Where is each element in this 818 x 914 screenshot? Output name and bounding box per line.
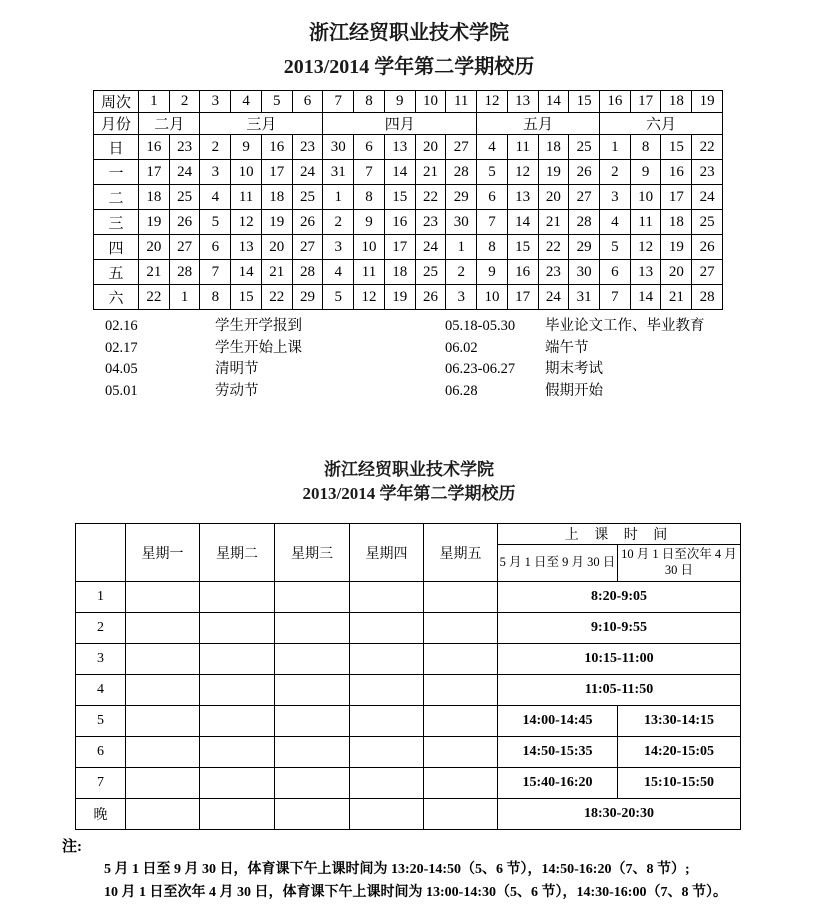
calendar-date-cell: 28: [569, 210, 600, 235]
class-time-value: 18:30-20:30: [498, 799, 741, 830]
calendar-date-cell: 6: [200, 235, 231, 260]
calendar-date-cell: 24: [538, 285, 569, 310]
calendar-date-cell: 29: [292, 285, 323, 310]
calendar-date-cell: 22: [139, 285, 170, 310]
period-number: 2: [76, 613, 126, 644]
event-date: 05.01: [105, 382, 138, 399]
weekday-label: 五: [94, 260, 139, 285]
calendar-date-cell: 11: [231, 185, 262, 210]
class-time-value: 8:20-9:05: [498, 582, 741, 613]
empty-schedule-cell: [424, 737, 498, 768]
week-number-cell: 18: [661, 91, 692, 113]
event-description: 期末考试: [545, 361, 603, 377]
calendar-date-cell: 1: [446, 235, 477, 260]
calendar-date-cell: 10: [630, 185, 661, 210]
page-title-school-name: 浙江经贸职业技术学院: [309, 22, 509, 44]
calendar-date-cell: 25: [692, 210, 723, 235]
empty-schedule-cell: [424, 582, 498, 613]
event-description: 劳动节: [215, 382, 259, 399]
empty-schedule-cell: [200, 737, 275, 768]
calendar-date-cell: 19: [538, 160, 569, 185]
week-number-cell: 12: [477, 91, 508, 113]
schedule-title-school-name: 浙江经贸职业技术学院: [324, 460, 494, 479]
calendar-date-cell: 19: [384, 285, 415, 310]
calendar-date-cell: 13: [630, 260, 661, 285]
calendar-date-cell: 5: [200, 210, 231, 235]
calendar-date-cell: 30: [446, 210, 477, 235]
period-column-header: [76, 524, 126, 582]
week-number-cell: 14: [538, 91, 569, 113]
class-time-value-winter: 14:20-15:05: [618, 737, 741, 768]
class-time-value-winter: 15:10-15:50: [618, 768, 741, 799]
calendar-date-cell: 24: [169, 160, 200, 185]
empty-schedule-cell: [200, 706, 275, 737]
week-number-cell: 3: [200, 91, 231, 113]
calendar-date-cell: 1: [600, 135, 631, 160]
empty-schedule-cell: [275, 706, 350, 737]
calendar-day-row: [94, 210, 723, 235]
calendar-day-row: [94, 235, 723, 260]
calendar-date-cell: 18: [139, 185, 170, 210]
calendar-date-cell: 5: [600, 235, 631, 260]
empty-schedule-cell: [126, 799, 200, 830]
empty-schedule-cell: [350, 768, 424, 799]
calendar-date-cell: 28: [169, 260, 200, 285]
period-number: 7: [76, 768, 126, 799]
class-time-header: 上 课 时 间: [498, 524, 741, 545]
calendar-date-cell: 12: [630, 235, 661, 260]
class-time-value-summer: 15:40-16:20: [498, 768, 618, 799]
calendar-date-cell: 18: [384, 260, 415, 285]
weekday-label: 一: [94, 160, 139, 185]
empty-schedule-cell: [424, 799, 498, 830]
empty-schedule-cell: [424, 644, 498, 675]
empty-schedule-cell: [126, 768, 200, 799]
calendar-date-cell: 19: [261, 210, 292, 235]
calendar-date-cell: 29: [446, 185, 477, 210]
calendar-date-cell: 2: [200, 135, 231, 160]
event-date: 06.02: [445, 339, 478, 356]
calendar-date-cell: 12: [354, 285, 385, 310]
calendar-date-cell: 28: [292, 260, 323, 285]
week-header-label: 周次: [94, 91, 139, 113]
calendar-date-cell: 10: [354, 235, 385, 260]
week-number-cell: 6: [292, 91, 323, 113]
calendar-date-cell: 3: [446, 285, 477, 310]
empty-schedule-cell: [424, 675, 498, 706]
calendar-date-cell: 20: [139, 235, 170, 260]
calendar-date-cell: 23: [292, 135, 323, 160]
calendar-day-row: [94, 185, 723, 210]
calendar-date-cell: 15: [507, 235, 538, 260]
schedule-row: [76, 582, 741, 613]
calendar-date-cell: 22: [538, 235, 569, 260]
calendar-date-cell: 8: [354, 185, 385, 210]
period2-range-header: 10 月 1 日至次年 4 月 30 日: [618, 545, 741, 582]
calendar-date-cell: 11: [507, 135, 538, 160]
calendar-date-cell: 24: [292, 160, 323, 185]
event-description: 学生开学报到: [215, 318, 302, 334]
period-number: 晚: [76, 799, 126, 830]
empty-schedule-cell: [275, 675, 350, 706]
month-name-cell: 五月: [477, 113, 600, 135]
calendar-date-cell: 12: [507, 160, 538, 185]
calendar-date-cell: 25: [569, 135, 600, 160]
schedule-row: [76, 706, 741, 737]
period-number: 4: [76, 675, 126, 706]
week-number-cell: 8: [354, 91, 385, 113]
month-name-cell: 二月: [139, 113, 200, 135]
calendar-date-cell: 16: [384, 210, 415, 235]
calendar-date-cell: 15: [384, 185, 415, 210]
calendar-date-cell: 22: [261, 285, 292, 310]
weekday-header: 星期一: [126, 524, 200, 582]
empty-schedule-cell: [350, 582, 424, 613]
weekday-label: 三: [94, 210, 139, 235]
event-row: [105, 338, 765, 360]
calendar-date-cell: 27: [692, 260, 723, 285]
empty-schedule-cell: [350, 675, 424, 706]
calendar-date-cell: 14: [384, 160, 415, 185]
class-time-value: 10:15-11:00: [498, 644, 741, 675]
calendar-date-cell: 21: [415, 160, 446, 185]
calendar-date-cell: 28: [692, 285, 723, 310]
empty-schedule-cell: [126, 582, 200, 613]
calendar-date-cell: 3: [200, 160, 231, 185]
empty-schedule-cell: [424, 706, 498, 737]
calendar-date-cell: 27: [446, 135, 477, 160]
event-description: 假期开始: [545, 382, 603, 399]
schedule-row: [76, 675, 741, 706]
empty-schedule-cell: [126, 706, 200, 737]
week-number-cell: 5: [261, 91, 292, 113]
period-number: 3: [76, 644, 126, 675]
calendar-date-cell: 20: [661, 260, 692, 285]
calendar-date-cell: 1: [169, 285, 200, 310]
schedule-header-row: [76, 524, 741, 545]
calendar-date-cell: 13: [507, 185, 538, 210]
week-number-cell: 2: [169, 91, 200, 113]
calendar-date-cell: 7: [354, 160, 385, 185]
empty-schedule-cell: [424, 768, 498, 799]
calendar-date-cell: 14: [507, 210, 538, 235]
schedule-row: [76, 768, 741, 799]
calendar-date-cell: 15: [231, 285, 262, 310]
weekday-label: 二: [94, 185, 139, 210]
calendar-date-cell: 16: [661, 160, 692, 185]
period-number: 5: [76, 706, 126, 737]
calendar-date-cell: 6: [477, 185, 508, 210]
event-date: 06.23-06.27: [445, 361, 516, 377]
event-description: 学生开始上课: [215, 339, 302, 356]
calendar-date-cell: 25: [415, 260, 446, 285]
schedule-row: [76, 799, 741, 830]
calendar-date-cell: 6: [354, 135, 385, 160]
empty-schedule-cell: [275, 768, 350, 799]
week-number-cell: 15: [569, 91, 600, 113]
empty-schedule-cell: [350, 644, 424, 675]
class-time-value-winter: 13:30-14:15: [618, 706, 741, 737]
page-title-semester: 2013/2014 学年第二学期校历: [283, 56, 535, 78]
event-description: 清明节: [215, 361, 259, 377]
week-number-cell: 16: [600, 91, 631, 113]
calendar-date-cell: 9: [231, 135, 262, 160]
empty-schedule-cell: [200, 613, 275, 644]
calendar-date-cell: 20: [415, 135, 446, 160]
calendar-date-cell: 6: [600, 260, 631, 285]
event-row: [105, 316, 765, 338]
class-time-value: 11:05-11:50: [498, 675, 741, 706]
empty-schedule-cell: [126, 737, 200, 768]
calendar-date-cell: 9: [477, 260, 508, 285]
calendar-date-cell: 4: [600, 210, 631, 235]
calendar-date-cell: 31: [569, 285, 600, 310]
week-number-cell: 11: [446, 91, 477, 113]
academic-calendar-table: [93, 90, 723, 310]
calendar-date-cell: 4: [323, 260, 354, 285]
weekday-label: 四: [94, 235, 139, 260]
weekday-label: 六: [94, 285, 139, 310]
calendar-date-cell: 13: [231, 235, 262, 260]
calendar-date-cell: 23: [692, 160, 723, 185]
empty-schedule-cell: [200, 799, 275, 830]
event-description: 毕业论文工作、毕业教育: [545, 318, 705, 334]
class-time-value: 9:10-9:55: [498, 613, 741, 644]
calendar-date-cell: 3: [323, 235, 354, 260]
calendar-date-cell: 5: [323, 285, 354, 310]
empty-schedule-cell: [126, 644, 200, 675]
key-dates-list: [105, 316, 765, 402]
calendar-date-cell: 16: [261, 135, 292, 160]
class-time-value-summer: 14:50-15:35: [498, 737, 618, 768]
empty-schedule-cell: [126, 613, 200, 644]
schedule-row: [76, 644, 741, 675]
calendar-date-cell: 23: [538, 260, 569, 285]
calendar-date-cell: 9: [630, 160, 661, 185]
calendar-day-row: [94, 135, 723, 160]
calendar-date-cell: 11: [630, 210, 661, 235]
month-name-cell: 三月: [200, 113, 323, 135]
empty-schedule-cell: [200, 768, 275, 799]
calendar-date-cell: 24: [415, 235, 446, 260]
calendar-date-cell: 31: [323, 160, 354, 185]
calendar-date-cell: 27: [169, 235, 200, 260]
calendar-date-cell: 26: [692, 235, 723, 260]
month-name-cell: 六月: [600, 113, 723, 135]
schedule-row: [76, 613, 741, 644]
note-line-summer: 5 月 1 日至 9 月 30 日，体育课下午上课时间为 13:20-14:50（5、6 节），14:50-16:20（7、8 节）;: [104, 862, 690, 877]
empty-schedule-cell: [350, 613, 424, 644]
calendar-date-cell: 25: [169, 185, 200, 210]
empty-schedule-cell: [275, 644, 350, 675]
calendar-date-cell: 18: [538, 135, 569, 160]
period1-range-header: 5 月 1 日至 9 月 30 日: [498, 545, 618, 582]
calendar-date-cell: 24: [692, 185, 723, 210]
event-date: 06.28: [445, 382, 478, 399]
calendar-date-cell: 1: [323, 185, 354, 210]
calendar-date-cell: 2: [446, 260, 477, 285]
calendar-date-cell: 10: [231, 160, 262, 185]
calendar-date-cell: 16: [507, 260, 538, 285]
class-time-value-summer: 14:00-14:45: [498, 706, 618, 737]
calendar-date-cell: 13: [384, 135, 415, 160]
calendar-date-cell: 23: [415, 210, 446, 235]
week-number-cell: 19: [692, 91, 723, 113]
event-date: 02.16: [105, 318, 138, 334]
calendar-date-cell: 4: [200, 185, 231, 210]
weekday-header: 星期四: [350, 524, 424, 582]
calendar-date-cell: 23: [169, 135, 200, 160]
calendar-date-cell: 27: [569, 185, 600, 210]
event-description: 端午节: [545, 339, 589, 356]
calendar-date-cell: 16: [139, 135, 170, 160]
calendar-date-cell: 2: [600, 160, 631, 185]
calendar-date-cell: 20: [261, 235, 292, 260]
calendar-date-cell: 26: [569, 160, 600, 185]
calendar-date-cell: 12: [231, 210, 262, 235]
empty-schedule-cell: [200, 644, 275, 675]
calendar-date-cell: 7: [200, 260, 231, 285]
calendar-month-row: [94, 113, 723, 135]
event-row: [105, 381, 765, 403]
month-name-cell: 四月: [323, 113, 477, 135]
notes-label: 注:: [62, 839, 82, 855]
period-number: 6: [76, 737, 126, 768]
calendar-date-cell: 26: [169, 210, 200, 235]
empty-schedule-cell: [350, 737, 424, 768]
calendar-date-cell: 30: [323, 135, 354, 160]
calendar-date-cell: 25: [292, 185, 323, 210]
weekday-label: 日: [94, 135, 139, 160]
calendar-date-cell: 26: [292, 210, 323, 235]
week-number-cell: 7: [323, 91, 354, 113]
empty-schedule-cell: [350, 706, 424, 737]
calendar-date-cell: 18: [261, 185, 292, 210]
calendar-day-row: [94, 285, 723, 310]
calendar-date-cell: 27: [292, 235, 323, 260]
week-number-cell: 13: [507, 91, 538, 113]
calendar-date-cell: 7: [477, 210, 508, 235]
calendar-day-row: [94, 160, 723, 185]
empty-schedule-cell: [424, 613, 498, 644]
calendar-date-cell: 9: [354, 210, 385, 235]
calendar-date-cell: 8: [200, 285, 231, 310]
event-row: [105, 359, 765, 381]
calendar-date-cell: 10: [477, 285, 508, 310]
calendar-date-cell: 7: [600, 285, 631, 310]
weekday-header: 星期五: [424, 524, 498, 582]
calendar-date-cell: 17: [661, 185, 692, 210]
calendar-date-cell: 20: [538, 185, 569, 210]
calendar-date-cell: 19: [661, 235, 692, 260]
calendar-date-cell: 17: [384, 235, 415, 260]
week-number-cell: 4: [231, 91, 262, 113]
empty-schedule-cell: [275, 737, 350, 768]
event-date: 05.18-05.30: [445, 318, 516, 334]
calendar-date-cell: 26: [415, 285, 446, 310]
class-time-table: [75, 523, 741, 830]
event-date: 02.17: [105, 339, 138, 356]
calendar-date-cell: 21: [139, 260, 170, 285]
calendar-date-cell: 17: [261, 160, 292, 185]
week-number-cell: 1: [139, 91, 170, 113]
calendar-date-cell: 30: [569, 260, 600, 285]
week-number-cell: 9: [384, 91, 415, 113]
calendar-date-cell: 8: [477, 235, 508, 260]
calendar-date-cell: 4: [477, 135, 508, 160]
calendar-date-cell: 21: [538, 210, 569, 235]
weekday-header: 星期二: [200, 524, 275, 582]
schedule-title-semester: 2013/2014 学年第二学期校历: [302, 484, 516, 503]
empty-schedule-cell: [200, 582, 275, 613]
calendar-date-cell: 17: [139, 160, 170, 185]
calendar-date-cell: 29: [569, 235, 600, 260]
week-number-cell: 10: [415, 91, 446, 113]
calendar-date-cell: 17: [507, 285, 538, 310]
month-header-label: 月份: [94, 113, 139, 135]
empty-schedule-cell: [126, 675, 200, 706]
note-line-winter: 10 月 1 日至次年 4 月 30 日，体育课下午上课时间为 13:00-14:30（5、6 节），14:30-16:00（7、8 节）。: [104, 885, 727, 900]
empty-schedule-cell: [200, 675, 275, 706]
calendar-date-cell: 2: [323, 210, 354, 235]
calendar-date-cell: 28: [446, 160, 477, 185]
weekday-header: 星期三: [275, 524, 350, 582]
calendar-date-cell: 8: [630, 135, 661, 160]
calendar-date-cell: 15: [661, 135, 692, 160]
calendar-date-cell: 21: [261, 260, 292, 285]
calendar-date-cell: 19: [139, 210, 170, 235]
calendar-date-cell: 22: [415, 185, 446, 210]
empty-schedule-cell: [350, 799, 424, 830]
empty-schedule-cell: [275, 582, 350, 613]
empty-schedule-cell: [275, 613, 350, 644]
calendar-date-cell: 18: [661, 210, 692, 235]
week-number-cell: 17: [630, 91, 661, 113]
calendar-date-cell: 14: [231, 260, 262, 285]
empty-schedule-cell: [275, 799, 350, 830]
event-date: 04.05: [105, 361, 138, 377]
calendar-date-cell: 14: [630, 285, 661, 310]
calendar-week-row: [94, 91, 723, 113]
calendar-day-row: [94, 260, 723, 285]
period-number: 1: [76, 582, 126, 613]
calendar-date-cell: 5: [477, 160, 508, 185]
calendar-date-cell: 22: [692, 135, 723, 160]
calendar-date-cell: 11: [354, 260, 385, 285]
calendar-date-cell: 21: [661, 285, 692, 310]
calendar-date-cell: 3: [600, 185, 631, 210]
schedule-row: [76, 737, 741, 768]
